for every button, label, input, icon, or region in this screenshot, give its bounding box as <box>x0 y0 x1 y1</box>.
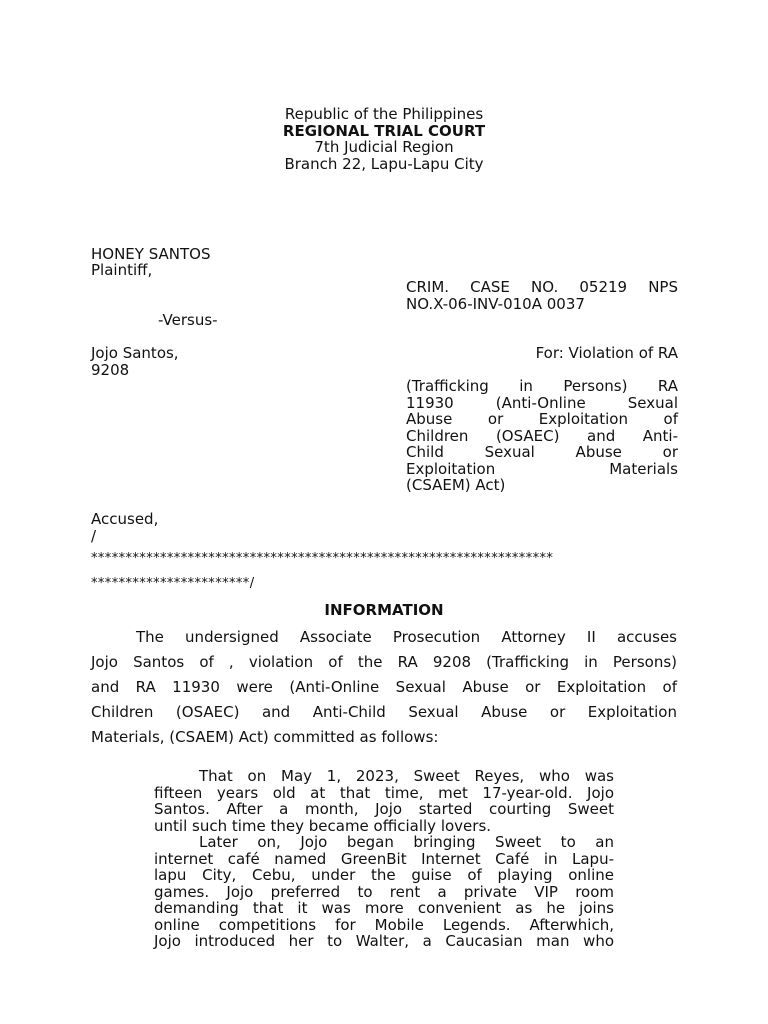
intro-line: Materials, (CSAEM) Act) committed as follows: <box>91 728 439 746</box>
charge-line: Exploitation Materials <box>406 459 678 478</box>
separator-line-2: ***********************/ <box>91 576 255 591</box>
intro-line: Children (OSAEC) and Anti-Child Sexual Abuse or Exploitation <box>91 703 677 721</box>
plaintiff-name: HONEY SANTOS <box>91 245 211 263</box>
narrative-line: games. Jojo preferred to rent a private VIP room <box>154 882 614 901</box>
charge-line: 11930 (Anti-Online Sexual <box>406 393 678 412</box>
separator-line-1: ******************************************************************* <box>91 551 554 566</box>
narrative-line: lapu City, Cebu, under the guise of playing online <box>154 866 614 884</box>
branch-line: Branch 22, Lapu-Lapu City <box>284 154 484 173</box>
accused-name: Jojo Santos, <box>91 344 179 362</box>
narrative-line: That on May 1, 2023, Sweet Reyes, who was <box>199 767 614 785</box>
intro-line: Jojo Santos of , violation of the RA 9208 (Trafficking in Persons) <box>91 653 677 671</box>
narrative-line: Santos. After a month, Jojo started courting Sweet <box>154 800 614 818</box>
charge-line: Children (OSAEC) and Anti- <box>406 426 678 445</box>
intro-line: The undersigned Associate Prosecution Attorney II accuses <box>136 628 677 646</box>
plaintiff-role: Plaintiff, <box>91 261 153 279</box>
charge-line: Abuse or Exploitation of <box>406 410 678 428</box>
charge-line: Child Sexual Abuse or <box>406 443 678 461</box>
document-title: INFORMATION <box>324 601 444 619</box>
case-number-line2: NO.X-06-INV-010A 0037 <box>406 294 585 313</box>
narrative-line: fifteen years old at that time, met 17-year-old. Jojo <box>154 783 614 802</box>
republic-line: Republic of the Philippines <box>284 105 484 123</box>
narrative-line: Jojo introduced her to Walter, a Caucasian man who <box>154 932 614 950</box>
accused-role: Accused, <box>91 510 159 528</box>
intro-paragraph <box>91 625 677 750</box>
intro-line: and RA 11930 were (Anti-Online Sexual Abuse or Exploitation of <box>91 678 677 696</box>
narrative-line: until such time they became officially lovers. <box>154 816 492 835</box>
charge-line: (Trafficking in Persons) RA <box>406 377 678 395</box>
judicial-region: 7th Judicial Region <box>314 138 454 156</box>
case-number <box>406 279 678 312</box>
narrative-paragraph <box>154 768 614 950</box>
narrative-line: Later on, Jojo began bringing Sweet to an <box>199 833 614 851</box>
court-name: REGIONAL TRIAL COURT <box>282 121 486 140</box>
slash-mark: / <box>91 527 97 545</box>
case-number-line1: CRIM. CASE NO. 05219 NPS <box>406 278 678 296</box>
versus-label: -Versus- <box>158 311 218 329</box>
court-header <box>0 106 768 172</box>
ra-fragment: 9208 <box>91 361 130 379</box>
charge-for-line: For: Violation of RA <box>535 344 678 362</box>
narrative-line: online competitions for Mobile Legends. Afterwhich, <box>154 915 614 934</box>
narrative-line: internet café named GreenBit Internet Café in Lapu- <box>154 849 614 868</box>
charge-description <box>406 378 678 494</box>
narrative-line: demanding that it was more convenient as he joins <box>154 899 614 917</box>
charge-line: (CSAEM) Act) <box>406 476 506 494</box>
